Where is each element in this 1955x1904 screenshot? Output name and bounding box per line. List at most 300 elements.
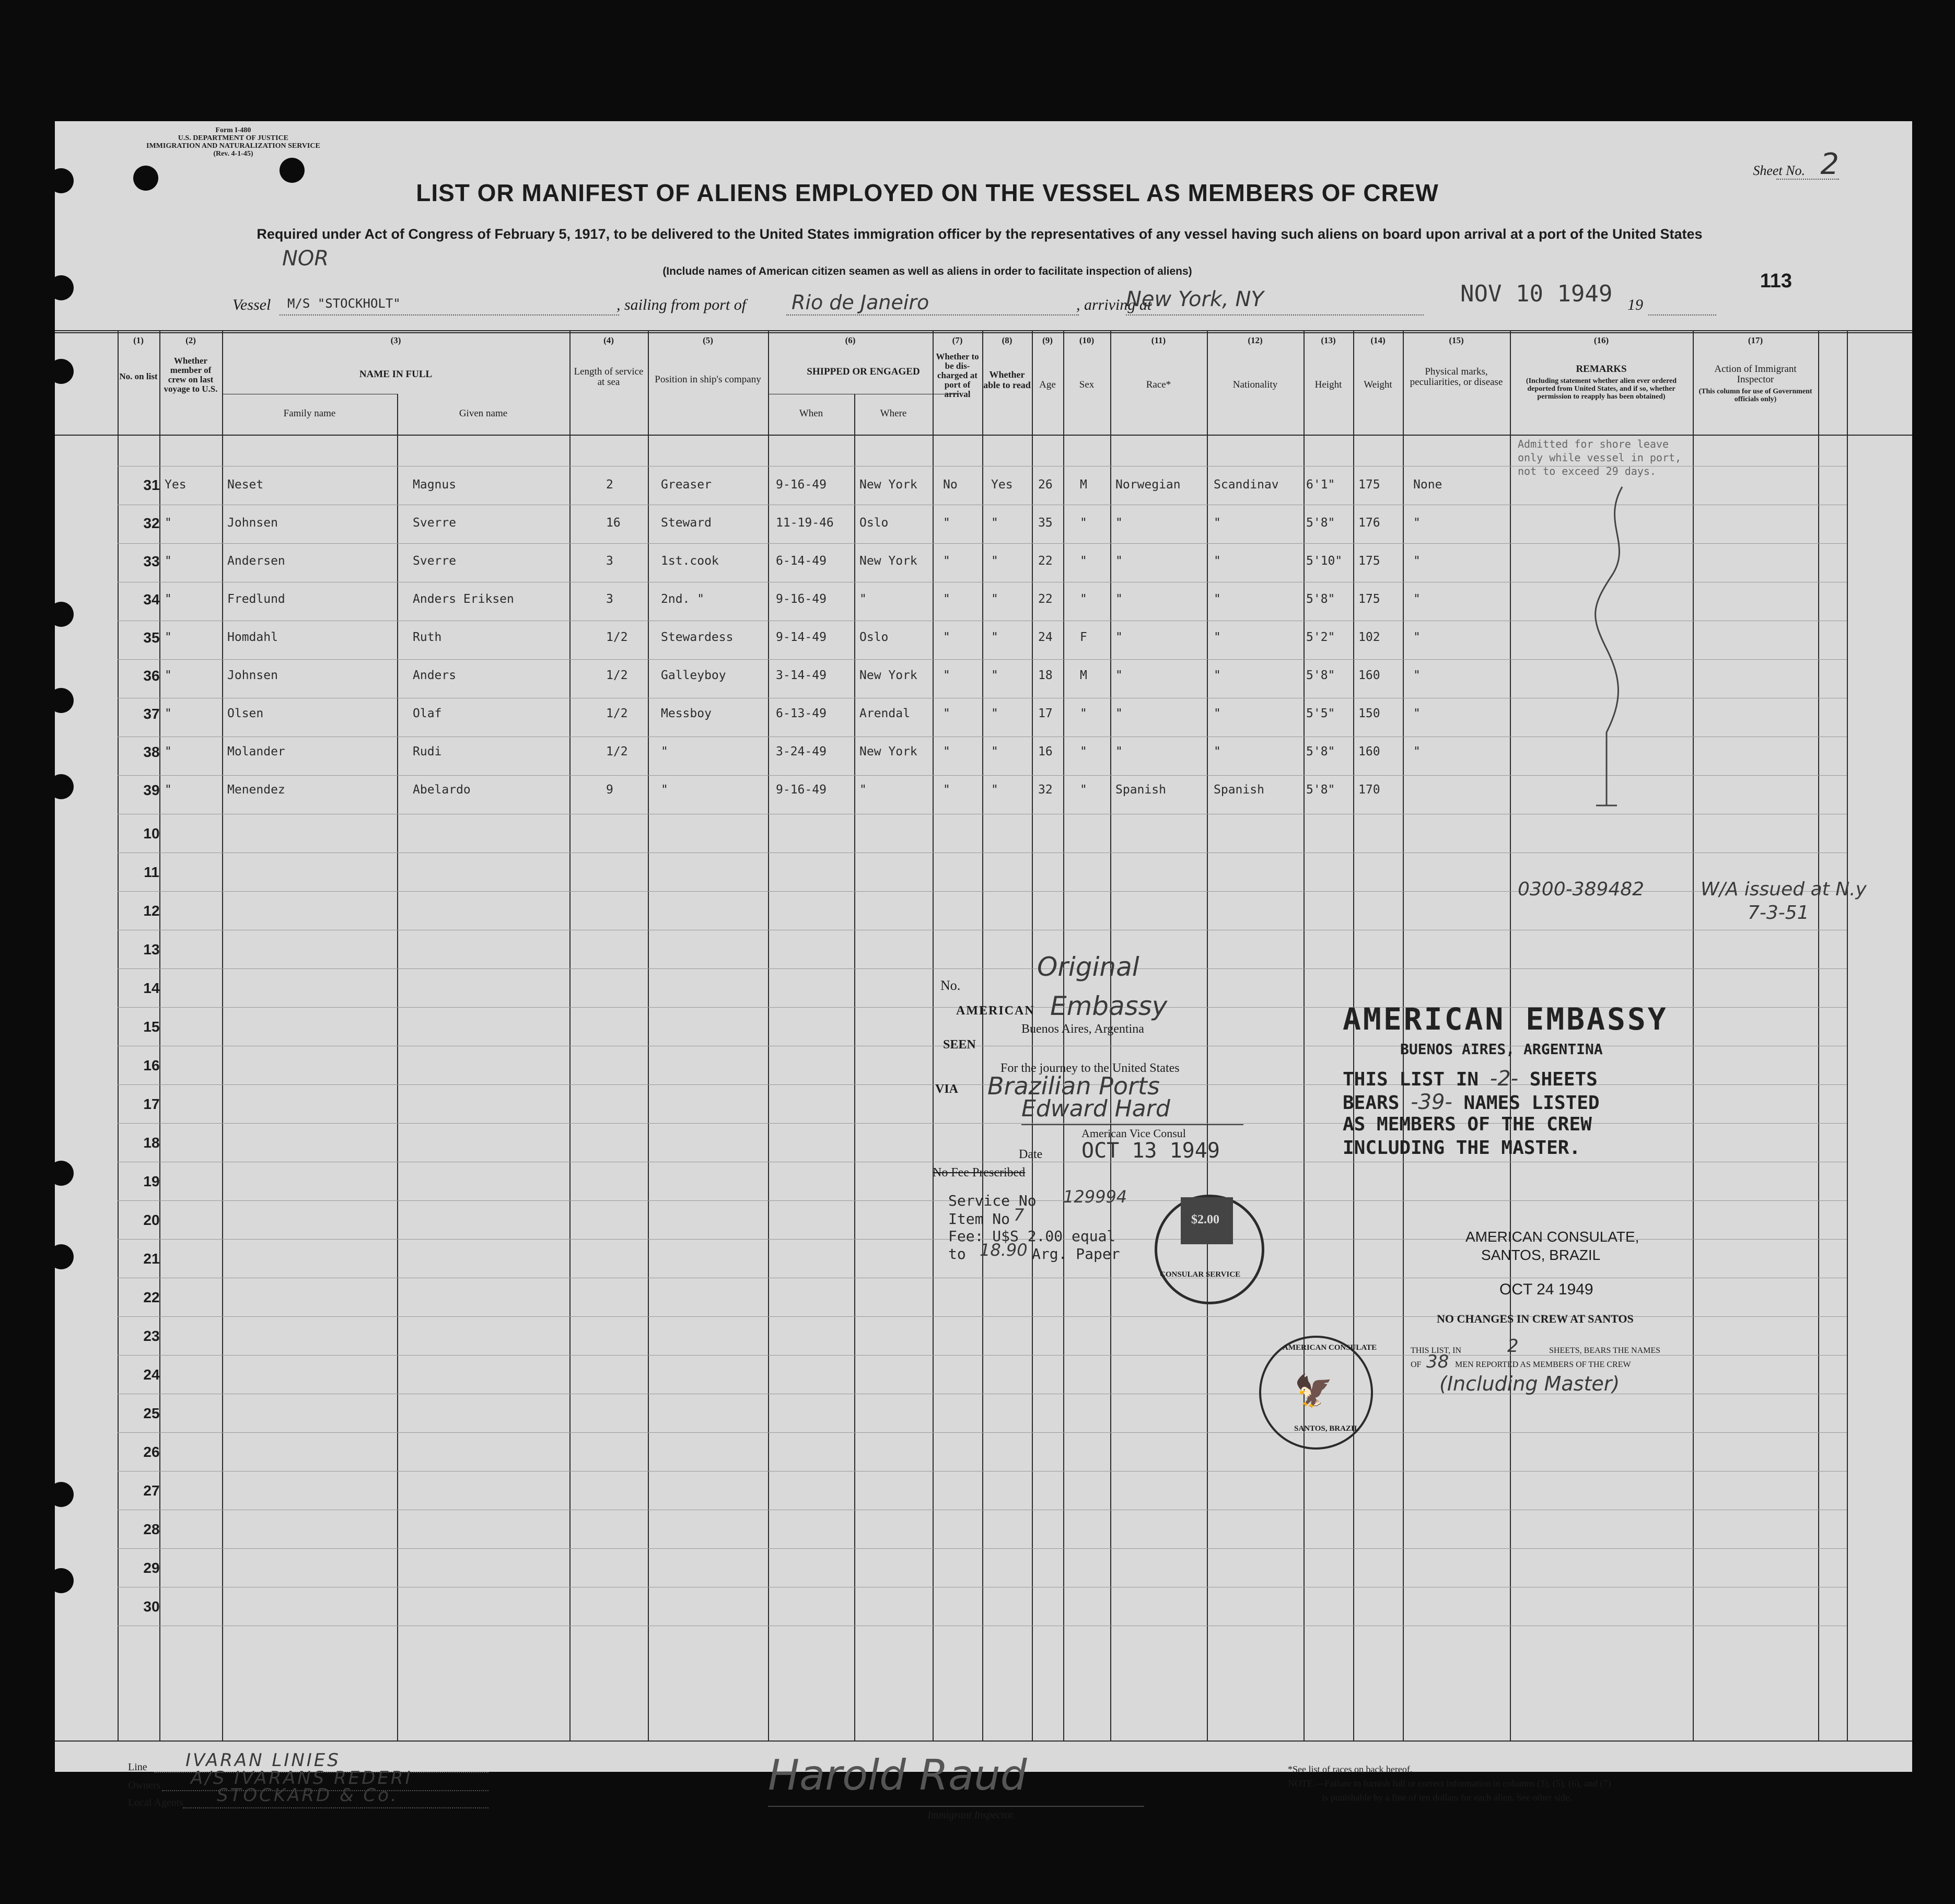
row-number: 22 [143, 1289, 160, 1305]
cell-height: 6'1" [1306, 478, 1335, 492]
row-number: 33 [143, 553, 160, 569]
col-num: (14) [1370, 335, 1386, 345]
cell-where: " [859, 783, 867, 797]
cell-nationality: " [1214, 707, 1221, 720]
header-no-on-list: No. on list [119, 371, 158, 381]
footer-line-label: Line [128, 1761, 147, 1773]
cell-sex: M [1080, 478, 1087, 492]
cell-when: 3-24-49 [776, 745, 827, 758]
cell-read: " [991, 554, 998, 568]
row-rule [118, 852, 1847, 853]
cell-weight: 175 [1358, 478, 1380, 492]
cell-prev: " [165, 783, 172, 797]
row-number: 39 [143, 782, 160, 798]
row-number: 34 [143, 591, 160, 608]
embassy-line3a: THIS LIST IN [1343, 1069, 1479, 1090]
cell-position: 1st.cook [661, 554, 719, 568]
cell-weight: 170 [1358, 783, 1380, 797]
consul-american: AMERICAN [956, 1004, 1035, 1018]
header-remarks-note: (Including statement whether alien ever ordered deported from United States, and if so, whether permission to reapply has been obtained) [1526, 377, 1677, 401]
cell-family: Andersen [227, 554, 285, 568]
sailing-label: , sailing from port of [616, 296, 747, 313]
cell-position: Greaser [661, 478, 712, 492]
row-number: 25 [143, 1405, 160, 1421]
col-num: (5) [703, 335, 713, 345]
embassy-line1: AMERICAN EMBASSY [1343, 1001, 1668, 1037]
fee-seal-text: CONSULAR SERVICE [1160, 1270, 1241, 1279]
col-num: (12) [1248, 335, 1263, 345]
cell-height: 5'8" [1306, 669, 1335, 682]
col-num: (1) [133, 335, 144, 345]
cell-discharge: " [943, 745, 950, 758]
cell-prev: " [165, 516, 172, 530]
cell-service: 1/2 [606, 745, 628, 758]
row-number: 32 [143, 515, 160, 531]
row-number: 16 [143, 1057, 160, 1073]
footer-note3: is punishable by a fine of ten dollars for each alien. See other side. [1322, 1792, 1572, 1803]
fee-stamp-value: $2.00 [1191, 1213, 1219, 1226]
row-number: 18 [143, 1135, 160, 1151]
manifest-sheet [55, 121, 1912, 1821]
cell-discharge: " [943, 554, 950, 568]
cell-position: Messboy [661, 707, 712, 720]
cell-height: 5'8" [1306, 783, 1335, 797]
form-id-block [146, 126, 320, 158]
cell-age: 17 [1038, 707, 1053, 720]
row-number: 19 [143, 1173, 160, 1189]
santos-including: (Including Master) [1439, 1372, 1620, 1395]
cell-position: 2nd. " [661, 592, 705, 606]
row-number: 12 [143, 903, 160, 919]
cell-family: Menendez [227, 783, 285, 797]
form-rev: (Rev. 4-1-45) [213, 150, 253, 158]
santos-list-b: SHEETS, BEARS THE NAMES [1549, 1346, 1661, 1355]
cell-weight: 102 [1358, 630, 1380, 644]
col-border [222, 330, 223, 1741]
row-number: 24 [143, 1366, 160, 1383]
cell-height: 5'10" [1306, 554, 1343, 568]
santos-list-c: MEN REPORTED AS MEMBERS OF THE CREW [1455, 1360, 1631, 1369]
cell-read: " [991, 630, 998, 644]
row-number: 31 [143, 477, 160, 493]
header-given-name: Given name [459, 408, 508, 419]
cell-age: 22 [1038, 592, 1053, 606]
port-from: Rio de Janeiro [792, 291, 929, 314]
cell-where: Oslo [859, 516, 889, 530]
cell-family: Johnsen [227, 516, 278, 530]
cell-nationality: " [1214, 554, 1221, 568]
header-bottom-border [55, 435, 1912, 436]
header-action-inspector: Action of Immigrant Inspector [1714, 364, 1797, 385]
cell-nationality: " [1214, 592, 1221, 606]
remark-shore-leave: Admitted for shore leave only while vessel in port, not to exceed 29 days. [1518, 438, 1682, 477]
port-to-line [1126, 314, 1424, 316]
col-border [569, 330, 571, 1741]
table-bottom-border [55, 1741, 1912, 1742]
cell-read: " [991, 516, 998, 530]
col-border [1847, 330, 1848, 1741]
cell-sex: " [1080, 783, 1087, 797]
cell-service: 9 [606, 783, 613, 797]
header-remarks: REMARKS [1576, 364, 1627, 375]
cell-age: 18 [1038, 669, 1053, 682]
cell-height: 5'8" [1306, 516, 1335, 530]
header-length-service: Length of service at sea [574, 366, 644, 388]
col-border [1304, 330, 1305, 1741]
form-service: IMMIGRATION AND NATURALIZATION SERVICE [146, 142, 320, 150]
cell-where: Oslo [859, 630, 889, 644]
footer-agents-rule [183, 1807, 488, 1808]
cell-read: Yes [991, 478, 1013, 492]
cell-prev: " [165, 707, 172, 720]
cell-marks: " [1413, 630, 1421, 644]
cell-sex: " [1080, 592, 1087, 606]
row-number: 21 [143, 1251, 160, 1267]
cell-marks: " [1413, 669, 1421, 682]
cell-race: Spanish [1115, 783, 1166, 797]
cell-read: " [991, 707, 998, 720]
vessel-name: M/S "STOCKHOLT" [287, 296, 401, 311]
col-num: (11) [1151, 335, 1166, 345]
col-num: (6) [845, 335, 856, 345]
cell-when: 9-16-49 [776, 478, 827, 492]
cell-read: " [991, 669, 998, 682]
vessel-name-line [280, 314, 619, 316]
consul-to-value: 18.90 [980, 1240, 1028, 1260]
cell-given: Magnus [413, 478, 457, 492]
col-num: (13) [1321, 335, 1336, 345]
cell-position: Stewardess [661, 630, 734, 644]
santos-list-sheets: 2 [1507, 1336, 1519, 1357]
cell-sex: " [1080, 707, 1087, 720]
year-line [1648, 314, 1716, 316]
row-number: 30 [143, 1598, 160, 1615]
cell-nationality: " [1214, 516, 1221, 530]
table-top-border [55, 332, 1912, 333]
col-border [118, 330, 119, 1741]
cell-prev: " [165, 669, 172, 682]
cell-where: New York [859, 669, 917, 682]
cell-marks: " [1413, 516, 1421, 530]
col-border [982, 330, 983, 1741]
col-border [648, 330, 649, 1741]
row-rule [118, 1432, 1847, 1433]
footer-agents-label: Local Agents [128, 1797, 184, 1808]
port-to: New York, NY [1126, 287, 1264, 311]
cell-nationality: " [1214, 669, 1221, 682]
col-border [768, 330, 769, 1741]
embassy-line2: BUENOS AIRES, ARGENTINA [1400, 1041, 1603, 1058]
inspector-rule [768, 1806, 1144, 1807]
header-discharged: Whether to be dis-charged at port of arrival [936, 352, 979, 399]
cell-family: Fredlund [227, 592, 285, 606]
row-number: 28 [143, 1521, 160, 1537]
row-number: 20 [143, 1212, 160, 1228]
embassy-line3c: SHEETS [1529, 1069, 1598, 1090]
cell-when: 6-14-49 [776, 554, 827, 568]
cell-service: 1/2 [606, 630, 628, 644]
cell-position: Galleyboy [661, 669, 726, 682]
header-family-name: Family name [283, 408, 336, 419]
cell-race: " [1115, 745, 1123, 758]
santos-seal-bottom: SANTOS, BRAZIL [1294, 1424, 1359, 1433]
year-label: 19 [1627, 296, 1643, 313]
header-action-note: (This column for use of Government officials only) [1698, 388, 1812, 403]
cell-given: Abelardo [413, 783, 471, 797]
cell-age: 26 [1038, 478, 1053, 492]
row-number: 37 [143, 706, 160, 722]
consul-no-fee: No Fee Prescribed [933, 1166, 1026, 1179]
table-top-border [55, 330, 1912, 331]
cell-family: Johnsen [227, 669, 278, 682]
footer-line-value: IVARAN LINIES [185, 1750, 341, 1771]
cell-family: Homdahl [227, 630, 278, 644]
consul-signature: Edward Hard [1021, 1095, 1170, 1122]
consul-fee-label: Fee: U$S 2.00 equal [948, 1228, 1116, 1245]
consul-via-hand: Brazilian Ports [987, 1072, 1160, 1100]
cell-sex: " [1080, 554, 1087, 568]
cell-prev: Yes [165, 478, 187, 492]
consul-item-no: 7 [1014, 1205, 1025, 1225]
cell-when: 9-16-49 [776, 783, 827, 797]
cell-prev: " [165, 592, 172, 606]
embassy-line5: AS MEMBERS OF THE CREW [1343, 1114, 1592, 1135]
footer-owners-label: Owners [128, 1780, 161, 1791]
embassy-line4c: NAMES LISTED [1463, 1092, 1600, 1114]
col-num: (2) [185, 335, 196, 345]
cell-position: Steward [661, 516, 712, 530]
consul-vice: American Vice Consul [1081, 1127, 1186, 1140]
cell-given: Anders [413, 669, 457, 682]
cell-age: 24 [1038, 630, 1053, 644]
cell-race: " [1115, 630, 1123, 644]
embassy-names: -39- [1411, 1090, 1452, 1114]
cell-service: 3 [606, 554, 613, 568]
cell-service: 16 [606, 516, 621, 530]
page-subnote: (Include names of American citizen seamen as well as aliens in order to facilitate inspection of aliens) [662, 265, 1192, 277]
cell-where: Arendal [859, 707, 910, 720]
consul-date-label: Date [1019, 1148, 1043, 1161]
cell-position: " [661, 783, 668, 797]
cell-nationality: " [1214, 630, 1221, 644]
santos-of-label: OF [1411, 1360, 1422, 1369]
sheet-number-label: Sheet No. [1753, 163, 1805, 178]
col-num: (3) [390, 335, 401, 345]
header-weight: Weight [1364, 379, 1392, 390]
col-num: (10) [1079, 335, 1095, 345]
form-number: Form I-480 [215, 126, 251, 134]
row-number: 11 [144, 864, 159, 880]
consul-date: OCT 13 1949 [1081, 1139, 1220, 1163]
footer-agents-value: STOCKARD & Co. [217, 1785, 399, 1806]
cell-service: 1/2 [606, 707, 628, 720]
col-border [1693, 330, 1694, 1741]
santos-line1: AMERICAN CONSULATE, [1465, 1229, 1639, 1245]
cell-read: " [991, 745, 998, 758]
cell-where: " [859, 592, 867, 606]
page-title: LIST OR MANIFEST OF ALIENS EMPLOYED ON THE VESSEL AS MEMBERS OF CREW [416, 179, 1439, 206]
header-prev-voyage: Whether member of crew on last voyage to U.S. [164, 356, 218, 394]
header-height: Height [1314, 379, 1342, 390]
header-name-in-full: NAME IN FULL [359, 369, 433, 380]
consul-service-label: Service No [948, 1192, 1037, 1209]
crew-table [55, 330, 1912, 1739]
row-number: 26 [143, 1444, 160, 1460]
cell-given: Anders Eriksen [413, 592, 514, 606]
col-border [1818, 330, 1819, 1741]
cell-height: 5'2" [1306, 630, 1335, 644]
row-number: 36 [143, 668, 160, 684]
row-number: 10 [143, 825, 160, 842]
eagle-icon: 🦅 [1294, 1374, 1333, 1408]
col-num: (4) [603, 335, 614, 345]
cell-sex: " [1080, 516, 1087, 530]
embassy-line3 [1343, 1067, 1598, 1091]
embassy-line6: INCLUDING THE MASTER. [1343, 1137, 1581, 1159]
cell-when: 3-14-49 [776, 669, 827, 682]
santos-list-a: THIS LIST, IN [1411, 1346, 1462, 1355]
row-rule [118, 968, 1847, 969]
cell-height: 5'8" [1306, 745, 1335, 758]
santos-of-value: 38 [1426, 1351, 1449, 1372]
consul-original: Original [1037, 952, 1139, 982]
cell-service: 3 [606, 592, 613, 606]
col-border [397, 394, 398, 1741]
header-physical-marks: Physical marks, peculiarities, or disease [1410, 366, 1503, 388]
cell-given: Sverre [413, 554, 457, 568]
santos-seal-top: AMERICAN CONSULATE [1283, 1344, 1377, 1352]
cell-given: Ruth [413, 630, 442, 644]
cell-weight: 160 [1358, 669, 1380, 682]
santos-no-changes: NO CHANGES IN CREW AT SANTOS [1437, 1312, 1634, 1325]
cell-where: New York [859, 478, 917, 492]
consul-city: Buenos Aires, Argentina [1021, 1022, 1144, 1036]
header-when: When [799, 408, 823, 419]
cell-discharge: No [943, 478, 958, 492]
inspector-signature: Harold Raud [768, 1751, 1027, 1800]
consul-service-no: 129994 [1063, 1187, 1127, 1207]
cell-weight: 160 [1358, 745, 1380, 758]
consul-via: VIA [935, 1082, 959, 1096]
cell-marks: " [1413, 592, 1421, 606]
port-from-line [786, 314, 1079, 316]
consul-seen: SEEN [943, 1038, 976, 1052]
inspector-label: Immigrant Inspector. [927, 1809, 1015, 1821]
col-num: (7) [952, 335, 963, 345]
signature-line [1021, 1124, 1243, 1125]
header-race: Race* [1146, 379, 1171, 390]
col-num: (17) [1748, 335, 1763, 345]
cell-discharge: " [943, 783, 950, 797]
cell-race: Norwegian [1115, 478, 1181, 492]
cell-discharge: " [943, 630, 950, 644]
form-dept: U.S. DEPARTMENT OF JUSTICE [178, 134, 289, 142]
vessel-flag: NOR [282, 247, 329, 271]
cell-race: " [1115, 516, 1123, 530]
header-nationality: Nationality [1232, 379, 1278, 390]
row-number: 29 [143, 1560, 160, 1576]
cell-position: " [661, 745, 668, 758]
row-number: 27 [143, 1482, 160, 1499]
page-subtitle: Required under Act of Congress of February 5, 1917, to be delivered to the United States immigration officer by the representatives of any vessel having such aliens on board upon arrival at a port of the United States [257, 226, 1703, 242]
ditto-squiggle [1580, 482, 1643, 811]
cell-discharge: " [943, 707, 950, 720]
santos-date: OCT 24 1949 [1499, 1281, 1593, 1298]
cell-discharge: " [943, 516, 950, 530]
cell-where: New York [859, 554, 917, 568]
consul-embassy-hand: Embassy [1050, 991, 1168, 1021]
sheet-number-value: 2 [1820, 147, 1839, 181]
col-num: (9) [1042, 335, 1053, 345]
cell-age: 32 [1038, 783, 1053, 797]
santos-line2: SANTOS, BRAZIL [1481, 1247, 1601, 1263]
col-num: (8) [1002, 335, 1013, 345]
cell-height: 5'8" [1306, 592, 1335, 606]
col-num: (16) [1593, 335, 1609, 345]
cell-read: " [991, 592, 998, 606]
page-number: 113 [1760, 270, 1792, 292]
cell-weight: 150 [1358, 707, 1380, 720]
header-sex: Sex [1079, 379, 1095, 390]
cell-marks: None [1413, 478, 1442, 492]
cell-when: 9-16-49 [776, 592, 827, 606]
cell-where: New York [859, 745, 917, 758]
row-number: 35 [143, 629, 160, 646]
cell-discharge: " [943, 669, 950, 682]
wa-note-1: W/A issued at N.y [1701, 879, 1867, 900]
consul-item-label: Item No [948, 1210, 1010, 1228]
row-number: 14 [143, 980, 160, 996]
cell-age: 22 [1038, 554, 1053, 568]
header-where: Where [880, 408, 907, 419]
cell-weight: 176 [1358, 516, 1380, 530]
cell-nationality: " [1214, 745, 1221, 758]
col-border [933, 330, 934, 1741]
cell-when: 6-13-49 [776, 707, 827, 720]
row-number: 15 [143, 1019, 160, 1035]
header-position: Position in ship's company [655, 374, 761, 385]
cell-family: Neset [227, 478, 264, 492]
cell-prev: " [165, 554, 172, 568]
cell-when: 11-19-46 [776, 516, 834, 530]
cell-age: 35 [1038, 516, 1053, 530]
cell-given: Rudi [413, 745, 442, 758]
cell-family: Molander [227, 745, 285, 758]
cell-when: 9-14-49 [776, 630, 827, 644]
row-number: 17 [143, 1096, 160, 1112]
cell-given: Olaf [413, 707, 442, 720]
cell-race: " [1115, 592, 1123, 606]
header-age: Age [1039, 379, 1056, 390]
consul-to-label: to [948, 1245, 966, 1263]
cell-sex: M [1080, 669, 1087, 682]
cell-nationality: Spanish [1214, 783, 1264, 797]
consul-no-label: No. [940, 978, 961, 993]
col-border [1207, 330, 1208, 1741]
footer-note1: *See list of races on back hereof. [1288, 1764, 1413, 1774]
cell-prev: " [165, 630, 172, 644]
embassy-sheets: -2- [1489, 1067, 1519, 1091]
cell-sex: " [1080, 745, 1087, 758]
cell-sex: F [1080, 630, 1087, 644]
row-number: 38 [143, 744, 160, 760]
cell-service: 1/2 [606, 669, 628, 682]
cell-service: 2 [606, 478, 613, 492]
cell-given: Sverre [413, 516, 457, 530]
cell-height: 5'5" [1306, 707, 1335, 720]
consul-journey: For the journey to the United States [1000, 1061, 1180, 1075]
header-able-read: Whether able to read [983, 369, 1031, 390]
